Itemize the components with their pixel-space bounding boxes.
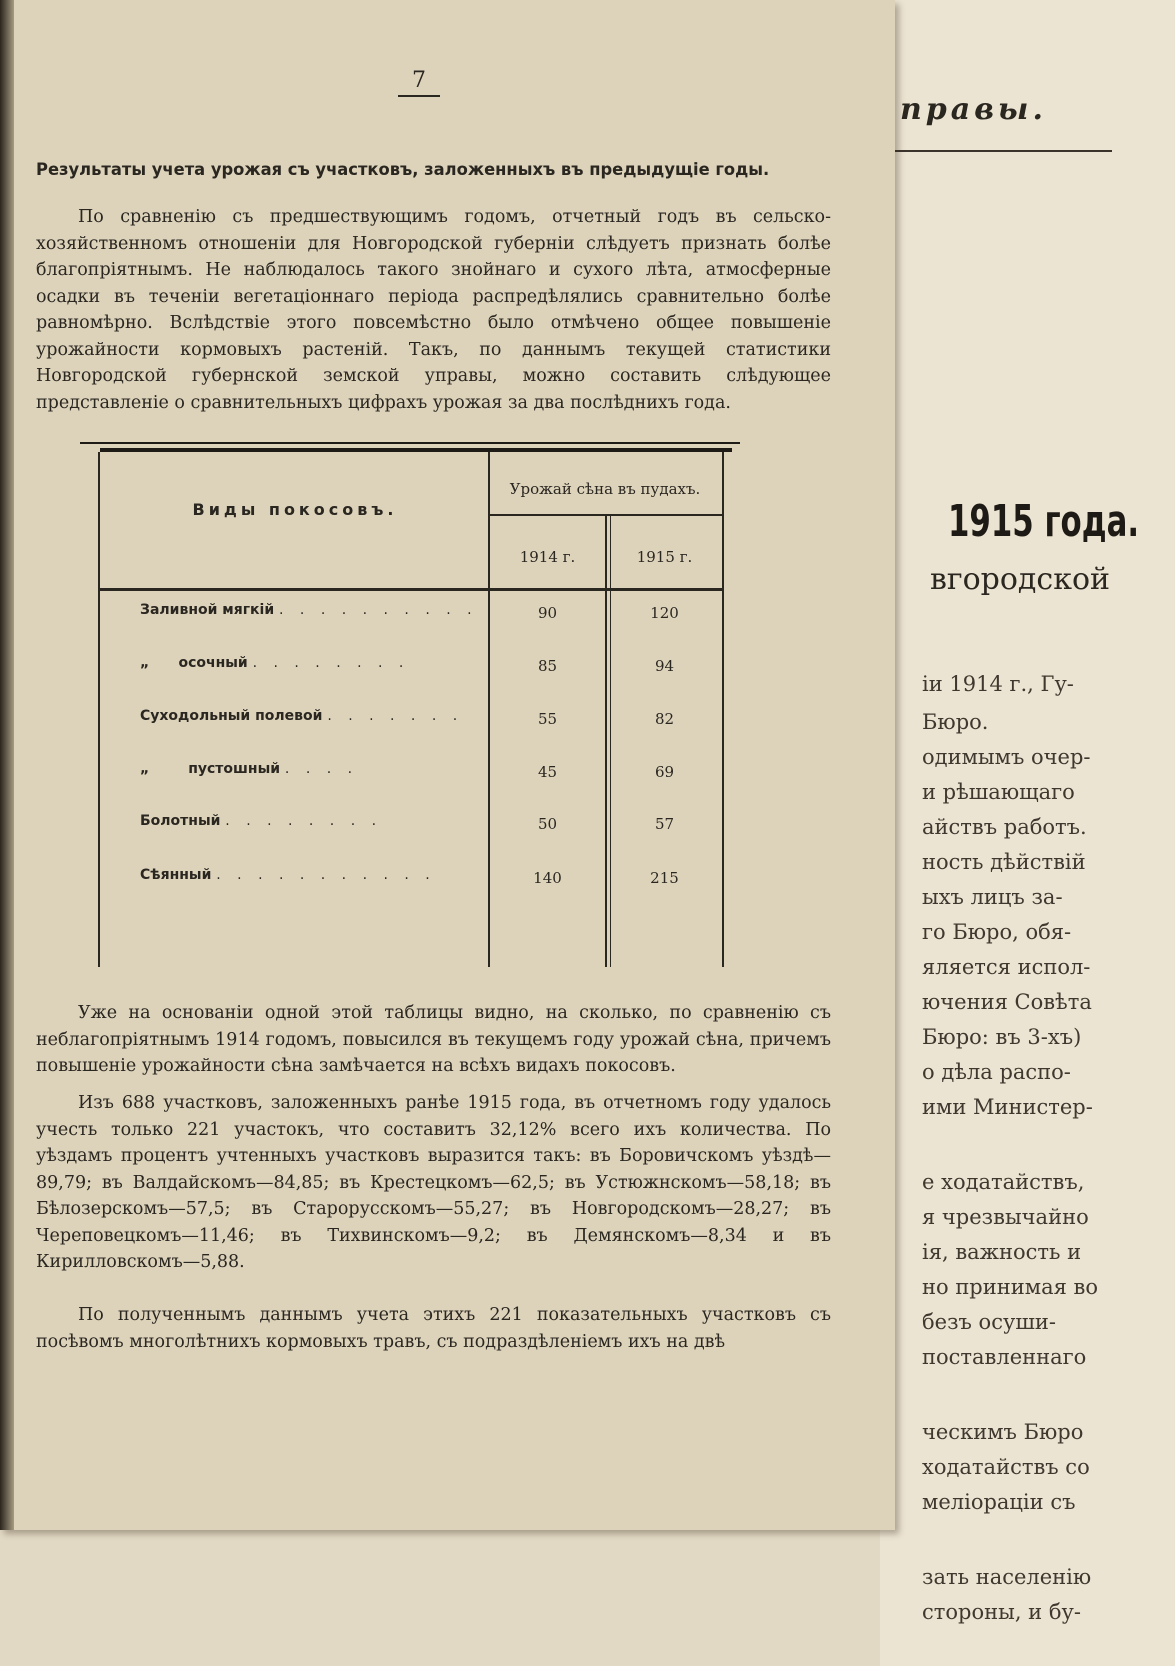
table-row-name	[140, 867, 490, 883]
table-cell-1915: 82	[654, 710, 675, 728]
table-cell-1915: 69	[654, 763, 675, 781]
underlying-text-line: яляется испол-	[922, 955, 1091, 979]
table-cell-1914: 140	[533, 869, 562, 887]
page-number: 7	[398, 68, 440, 97]
underlying-text-line: стороны, и бу-	[922, 1600, 1081, 1624]
underlying-text-line: айствъ работъ.	[922, 815, 1087, 839]
underlying-text-line: но принимая во	[922, 1275, 1098, 1299]
table-row-name	[140, 708, 490, 724]
underlying-subheading: вгородской	[930, 562, 1111, 597]
column-header-1915: 1915 г.	[636, 548, 693, 566]
underlying-big-heading: 1915 года.	[948, 496, 1140, 547]
table-row-name	[140, 761, 490, 777]
table-row-leader-dots: . . . . . . . .	[225, 813, 383, 829]
table-row-leader-dots: . . . . . . . .	[252, 655, 410, 671]
table-row-leader-dots: . . . .	[284, 761, 359, 777]
table-cell-1914: 90	[537, 604, 558, 622]
table-row-name	[140, 813, 490, 829]
table-cell-1915: 94	[654, 657, 675, 675]
yield-table	[100, 448, 732, 967]
table-right-border	[722, 452, 724, 967]
paragraph-2: Уже на основаніи одной этой таблицы видно, на сколько, по сравненію съ неблагопріятнымъ 1914 годомъ, повысился въ текущемъ году урожай сѣна, причемъ повышеніе урожайности сѣна замѣчается на всѣхъ видахъ покосовъ.	[36, 1003, 831, 1076]
table-left-border	[98, 452, 100, 967]
table-row-leader-dots: . . . . . . .	[327, 708, 464, 724]
table-yield-rule	[490, 514, 722, 516]
table-row-name	[140, 602, 490, 618]
table-cell-1914: 55	[537, 710, 558, 728]
underlying-text-line: о дѣла распо-	[922, 1060, 1071, 1084]
table-row-leader-dots: . . . . . . . . . .	[279, 602, 478, 618]
underlying-text-line: и рѣшающаго	[922, 780, 1075, 804]
table-row-label: Суходольный полевой	[140, 708, 323, 724]
underlying-page-header: правы.	[900, 92, 1047, 127]
table-row-leader-dots: . . . . . . . . . . .	[216, 867, 436, 883]
underlying-text-line: го Бюро, обя-	[922, 920, 1072, 944]
underlying-text-line: Бюро: въ 3-хъ)	[922, 1025, 1082, 1049]
column-header-kind: Виды покосовъ.	[192, 500, 398, 519]
table-row-label: Сѣянный	[140, 867, 212, 883]
underlying-text-line: ими Министер-	[922, 1095, 1093, 1119]
underlying-text-line: зать населенію	[922, 1565, 1092, 1589]
table-divider-years-2	[610, 514, 611, 967]
underlying-text-line: ность дѣйствій	[922, 850, 1086, 874]
table-row-label: „ пустошный	[140, 761, 281, 777]
ornament-rule	[882, 150, 1112, 152]
table-cell-1914: 45	[537, 763, 558, 781]
table-row-name	[140, 655, 490, 671]
paragraph-3: Изъ 688 участковъ, заложенныхъ ранѣе 1915 года, въ отчетномъ году удалось учесть только 221 участокъ, что составитъ 32,12% всего ихъ количества. По уѣздамъ процентъ учтенныхъ участковъ выразится такъ: въ Боровичскомъ уѣздѣ—89,79; въ Валдайскомъ—84,85; въ Крестецкомъ—62,5; въ Устюжнскомъ—58,18; въ Бѣлозерскомъ—57,5; въ Старорусскомъ—55,27; въ Новгородскомъ—28,27; въ Череповецкомъ—11,46; въ Тихвинскомъ—9,2; въ Демянскомъ—8,34 и въ Кирилловскомъ—5,88.	[36, 1093, 831, 1272]
table-cell-1915: 120	[650, 604, 679, 622]
table-cell-1915: 215	[650, 869, 679, 887]
underlying-text-line: безъ осуши-	[922, 1310, 1056, 1334]
column-header-1914: 1914 г.	[519, 548, 576, 566]
column-header-yield: Урожай сѣна въ пудахъ.	[509, 480, 701, 498]
paragraph-4: По полученнымъ даннымъ учета этихъ 221 показательныхъ участковъ съ посѣвомъ многолѣтнихъ кормовыхъ травъ, съ подраздѣленіемъ ихъ на двѣ	[36, 1305, 831, 1352]
table-cell-1914: 85	[537, 657, 558, 675]
book-spine	[0, 0, 14, 1530]
paragraph-1: По сравненію съ предшествующимъ годомъ, отчетный годъ въ сельско-хозяйственномъ отношеніи для Новгородской губерніи слѣдуетъ признать болѣе благопріятнымъ. Не наблюдалось такого знойнаго и сухого лѣта, атмосферные осадки въ теченіи вегетаціоннаго періода распредѣлялись сравнительно болѣе равномѣрно. Вслѣдствіе этого повсемѣстно было отмѣчено общее повышеніе урожайности кормовыхъ растеній. Такъ, по даннымъ текущей статистики Новгородской губернской земской управы, можно составить слѣдующее представленіе о сравнительныхъ цифрахъ урожая за два послѣднихъ года.	[36, 207, 831, 413]
underlying-text-line: я чрезвычайно	[922, 1205, 1089, 1229]
underlying-text-line: ія, важность и	[922, 1240, 1082, 1264]
underlying-text-line: меліораціи съ	[922, 1490, 1076, 1514]
table-divider-years	[605, 514, 607, 967]
underlying-text-line: ючения Совѣта	[922, 990, 1092, 1014]
underlying-text-line: ыхъ лицъ за-	[922, 885, 1063, 909]
underlying-text-line: е ходатайствъ,	[922, 1170, 1085, 1194]
underlying-text-line: одимымъ очер-	[922, 745, 1091, 769]
underlying-text-line: поставленнаго	[922, 1345, 1087, 1369]
underlying-text-line: Бюро.	[922, 710, 989, 734]
table-cell-1915: 57	[654, 815, 675, 833]
underlying-text-line: ческимъ Бюро	[922, 1420, 1084, 1444]
underlying-text-line: ходатайствъ со	[922, 1455, 1090, 1479]
table-row-label: Болотный	[140, 813, 221, 829]
table-top-rule	[80, 442, 740, 444]
table-cell-1914: 50	[537, 815, 558, 833]
table-row-label: „ осочный	[140, 655, 248, 671]
table-row-label: Заливной мягкій	[140, 602, 275, 618]
underlying-text-line: іи 1914 г., Гу-	[922, 672, 1074, 696]
table-header-rule	[98, 588, 724, 591]
section-heading: Результаты учета урожая съ участковъ, заложенныхъ въ предыдущіе годы.	[36, 160, 770, 180]
